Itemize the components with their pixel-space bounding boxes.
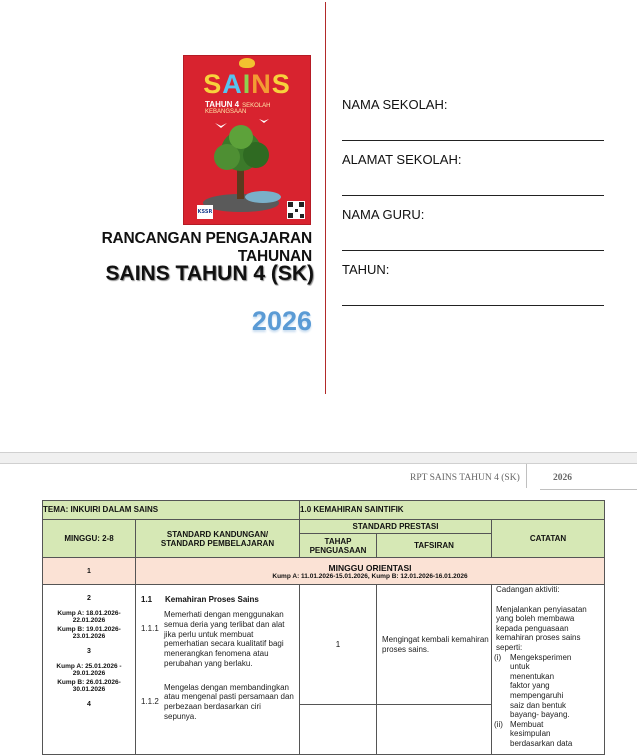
tp-header	[300, 534, 377, 558]
catatan-title: Cadangan aktiviti:	[496, 585, 560, 594]
field-label: NAMA GURU:	[342, 207, 425, 222]
orientasi-cell	[136, 558, 605, 585]
catatan-item-text: Membuat kesimpulan berdasarkan data	[510, 719, 573, 748]
header-rule	[540, 489, 637, 490]
week-dates-b: Kump B: 26.01.2026-30.01.2026	[57, 679, 121, 693]
textbook-cover-image	[183, 55, 311, 225]
tafsiran-cell-empty	[377, 705, 492, 755]
catatan-item	[492, 720, 600, 749]
week-num: 3	[87, 648, 91, 655]
minggu-header: MINGGU: 2-8	[43, 520, 136, 558]
catatan-intro: Menjalankan penyiasatan yang boleh membawa kepada penguasaan kemahiran proses sains seperti:	[496, 604, 587, 652]
subject-title: SAINS TAHUN 4 (SK)	[105, 262, 314, 285]
tafsiran-header: TAFSIRAN	[377, 534, 492, 558]
running-header-year: 2026	[553, 473, 572, 483]
header-divider	[526, 464, 527, 488]
field-label: NAMA SEKOLAH:	[342, 97, 448, 112]
sk-cell	[136, 585, 300, 755]
kssr-logo: KSSR	[197, 205, 213, 219]
sk-header-line2: STANDARD PEMBELAJARAN	[160, 538, 275, 548]
catatan-mark: (ii)	[494, 719, 503, 729]
catatan-cell	[492, 585, 605, 755]
catatan-item	[492, 653, 600, 720]
orientasi-week-num: 1	[43, 558, 136, 585]
field-nama-guru[interactable]	[342, 207, 604, 222]
field-line	[342, 140, 604, 141]
orientasi-dates: Kump A: 11.01.2026-15.01.2026, Kump B: 12.01.2026-16.01.2026	[272, 572, 468, 580]
sp-number: 1.1.2	[141, 696, 159, 706]
tp-cell: 1	[300, 585, 377, 705]
tema-cell: TEMA: INKUIRI DALAM SAINS	[43, 501, 300, 520]
week-num: 2	[87, 595, 91, 602]
sp-text: Memerhati dengan menggunakan semua deria yang terlibat dan alat jika perlu untuk membuat pemerhatian secara kualitatif bagi menerangkan fenomena atau perubahan yang berlaku.	[164, 610, 285, 668]
sk-header-line1: STANDARD KANDUNGAN/	[166, 529, 269, 539]
page-separator	[0, 452, 637, 464]
cover-subtitle: TAHUN 4 SEKOLAH KEBANGSAAN	[205, 100, 271, 115]
tree-illustration-icon	[201, 115, 291, 215]
tp-cell-empty	[300, 705, 377, 755]
catatan-header: CATATAN	[492, 520, 605, 558]
running-header-title: RPT SAINS TAHUN 4 (SK)	[410, 473, 520, 483]
field-label: ALAMAT SEKOLAH:	[342, 152, 462, 167]
field-line	[342, 305, 604, 306]
field-line	[342, 250, 604, 251]
field-alamat-sekolah[interactable]	[342, 152, 604, 167]
kemahiran-cell: 1.0 KEMAHIRAN SAINTIFIK	[300, 501, 605, 520]
rpt-table	[42, 500, 605, 755]
sp-text: Mengelas dengan membandingkan atau mengenal pasti persamaan dan perbezaan berdasarkan ciri sepunya.	[164, 682, 294, 721]
sk-heading: 1.1 Kemahiran Proses Sains	[141, 595, 259, 604]
crest-icon	[239, 58, 255, 68]
qr-code-icon	[287, 201, 305, 219]
field-label: TAHUN:	[342, 262, 390, 277]
week-dates-a: Kump A: 25.01.2026 - 29.01.2026	[56, 663, 122, 677]
catatan-mark: (i)	[494, 652, 502, 662]
week-dates-a: Kump A: 18.01.2026-22.01.2026	[57, 610, 121, 624]
sp-item	[136, 610, 299, 669]
sp-item	[136, 683, 299, 722]
year-title: 2026	[251, 306, 312, 336]
vertical-divider	[325, 2, 326, 394]
field-nama-sekolah[interactable]	[342, 97, 604, 112]
sp-header: STANDARD PRESTASI	[300, 520, 492, 534]
week-dates-b: Kump B: 19.01.2026-23.01.2026	[57, 626, 121, 640]
field-line	[342, 195, 604, 196]
tafsiran-cell: Mengingat kembali kemahiran proses sains.	[377, 585, 492, 705]
catatan-item-text: Mengeksperimen untuk menentukan faktor yang mempengaruhi saiz dan bentuk bayang- bayang.	[510, 652, 572, 720]
tp-header-line2: PENGUASAAN	[309, 545, 367, 555]
week-num: 4	[87, 701, 91, 708]
field-tahun[interactable]	[342, 262, 604, 277]
cover-title: SAINS	[203, 69, 291, 99]
sp-number: 1.1.1	[141, 624, 159, 633]
orientasi-title: MINGGU ORIENTASI	[328, 562, 412, 573]
rpt-title: RANCANGAN PENGAJARAN TAHUNAN	[101, 230, 312, 265]
tp-header-line1: TAHAP	[324, 536, 352, 546]
sk-header	[136, 520, 300, 558]
weeks-cell	[43, 585, 136, 755]
